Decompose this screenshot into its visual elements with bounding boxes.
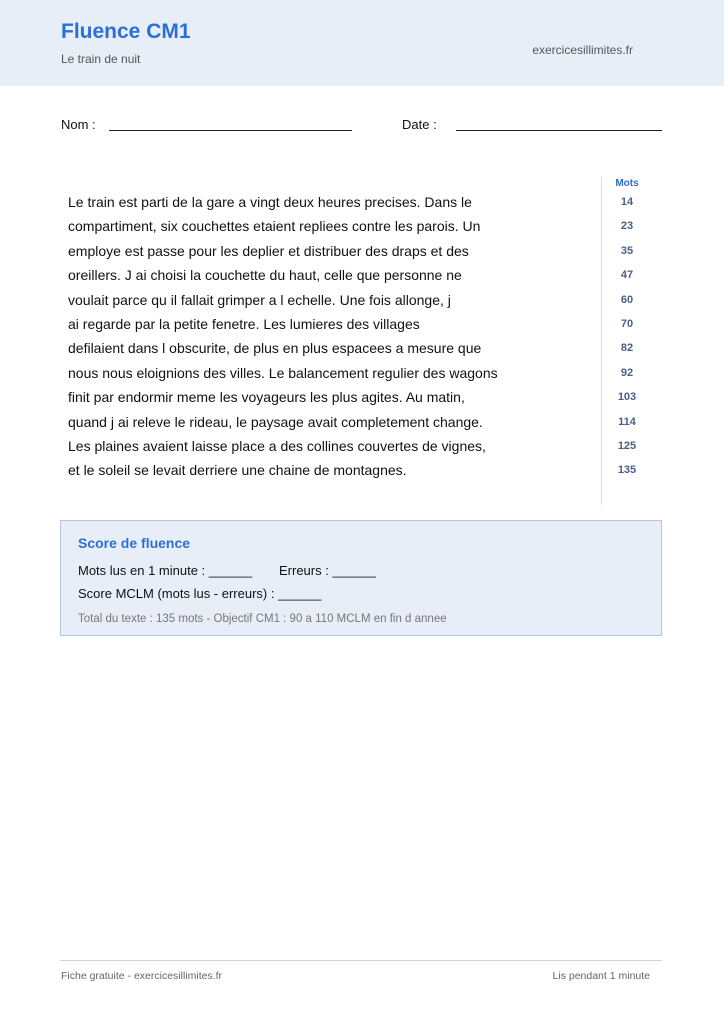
word-count: 60 [620, 293, 634, 306]
score-box [60, 520, 662, 636]
text-line: defilaient dans l obscurite, de plus en plus espacees a mesure que [68, 340, 482, 357]
word-count: 35 [620, 244, 634, 257]
page-title: Fluence CM1 [61, 20, 191, 43]
date-line[interactable] [456, 130, 662, 131]
word-count-divider [601, 177, 602, 505]
text-line: nous nous eloignions des villes. Le balancement regulier des wagons [68, 364, 498, 381]
word-count: 103 [617, 391, 637, 404]
footer-instruction: Lis pendant 1 minute [552, 970, 650, 982]
word-count: 135 [617, 464, 637, 477]
text-line: employe est passe pour les deplier et distribuer des draps et des [68, 242, 469, 259]
word-count: 47 [620, 269, 634, 282]
page-header [0, 0, 724, 86]
text-line: voulait parce qu il fallait grimper a l echelle. Une fois allonge, j [68, 291, 451, 308]
word-count: 92 [620, 366, 634, 379]
word-count: 125 [617, 439, 637, 452]
name-label: Nom : [61, 117, 96, 132]
errors-field[interactable]: Erreurs : ______ [279, 563, 376, 578]
word-count: 14 [620, 196, 634, 208]
text-line: quand j ai releve le rideau, le paysage avait completement change. [68, 413, 483, 430]
word-count-column [605, 190, 649, 483]
site-name: exercicesillimites.fr [532, 43, 633, 57]
mclm-field[interactable]: Score MCLM (mots lus - erreurs) : ______ [78, 586, 322, 601]
date-label: Date : [402, 117, 437, 132]
word-count: 82 [620, 342, 634, 355]
text-line: Les plaines avaient laisse place a des collines couvertes de vignes, [68, 437, 486, 454]
text-line: finit par endormir meme les voyageurs les plus agites. Au matin, [68, 389, 465, 406]
word-count-header: Mots [615, 178, 639, 189]
word-count: 23 [620, 220, 634, 233]
score-title: Score de fluence [78, 535, 191, 551]
score-note: Total du texte : 135 mots - Objectif CM1 : 90 a 110 MCLM en fin d annee [78, 613, 447, 625]
footer-source: Fiche gratuite - exercicesillimites.fr [61, 970, 223, 982]
text-line: et le soleil se levait derriere une chaine de montagnes. [68, 462, 407, 479]
text-line: oreillers. J ai choisi la couchette du haut, celle que personne ne [68, 267, 462, 284]
text-line: ai regarde par la petite fenetre. Les lumieres des villages [68, 315, 420, 332]
word-count: 114 [618, 415, 636, 428]
page-subtitle: Le train de nuit [61, 52, 141, 66]
name-line[interactable] [109, 130, 352, 131]
words-read-field[interactable]: Mots lus en 1 minute : ______ [78, 563, 253, 578]
reading-text [68, 190, 588, 483]
footer-divider [60, 960, 662, 961]
text-line: Le train est parti de la gare a vingt deux heures precises. Dans le [68, 194, 472, 210]
text-line: compartiment, six couchettes etaient repliees contre les parois. Un [68, 218, 481, 235]
word-count: 70 [620, 317, 634, 330]
